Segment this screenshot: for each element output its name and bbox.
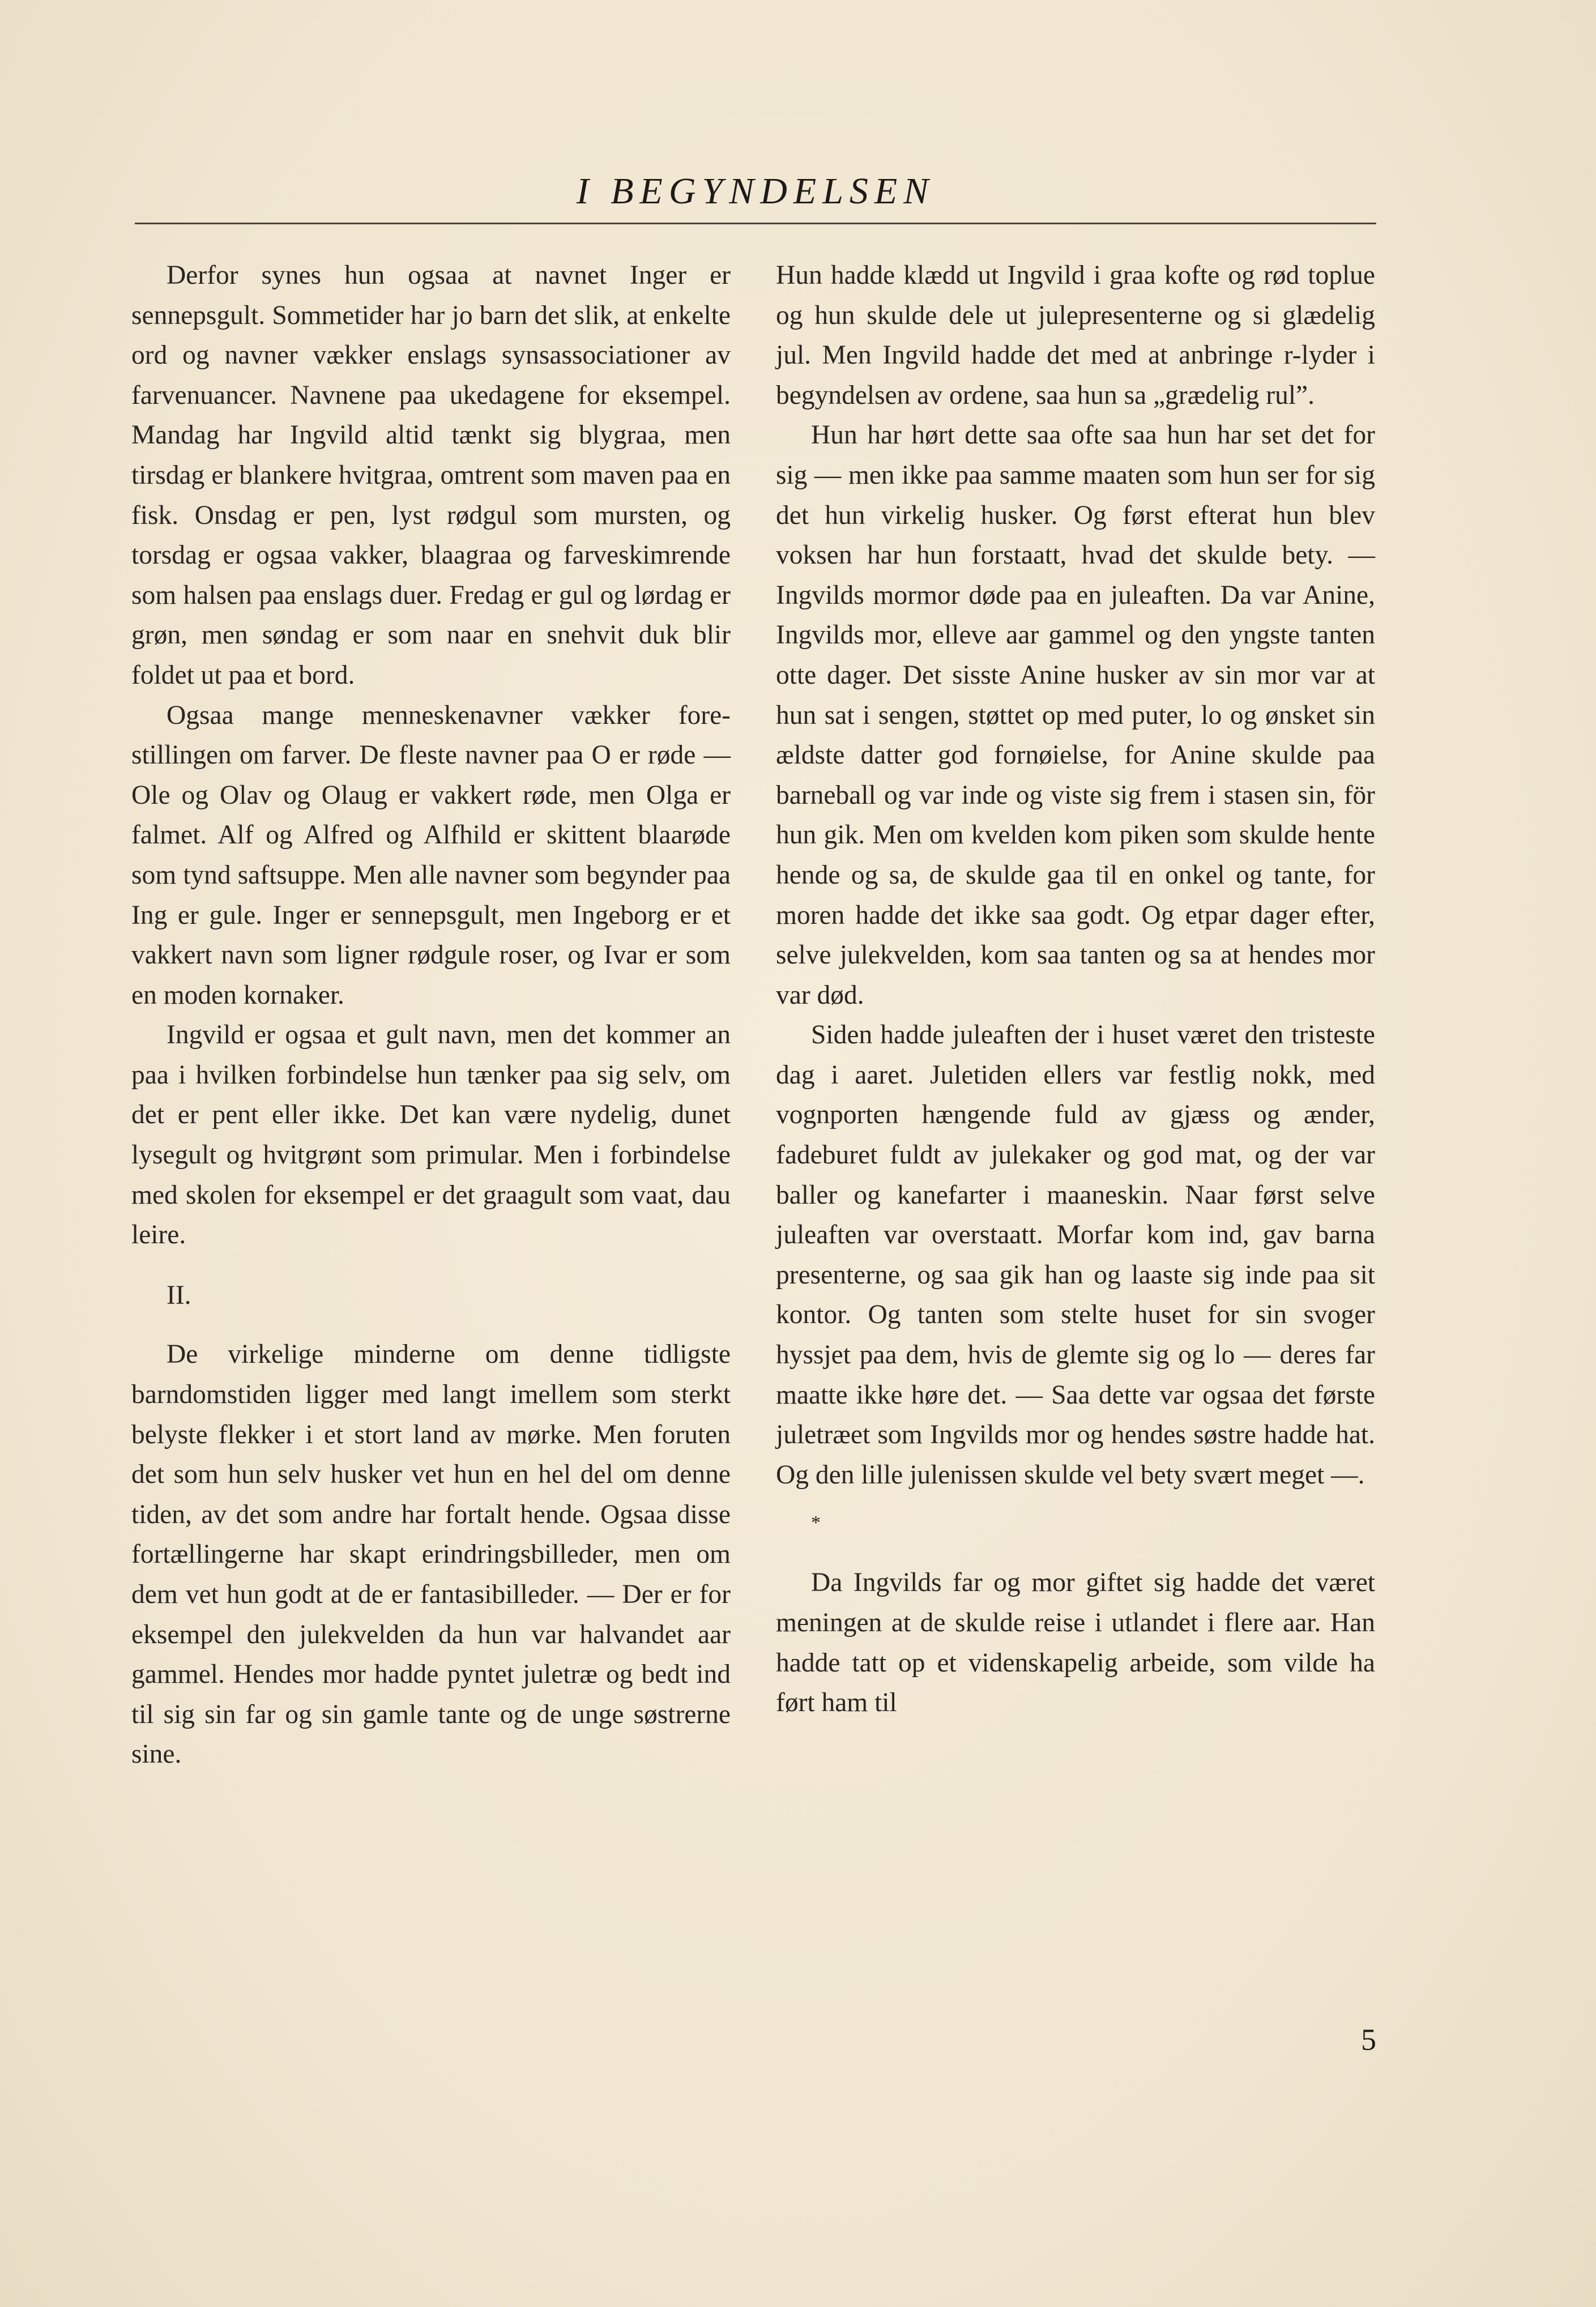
right-text-column	[776, 255, 1375, 1723]
paragraph: Ogsaa mange menneskenavner vækker forestillingen om farver. De fleste navner paa O er røde — Ole og Olav og Olaug er vakkert røde, men Olga er falmet. Alf og Alfred og Alfhild er skittent blaarøde som tynd saftsuppe. Men alle navner som begynder paa Ing er gule. Inger er sennepsgult, men Ingeborg er et vakkert navn som ligner rødgule roser, og Ivar er som en moden kornaker.	[131, 700, 731, 1010]
left-text-column	[131, 255, 731, 1775]
running-title: I BEGYNDELSEN	[576, 170, 935, 212]
header-rule	[135, 223, 1376, 224]
section-number: II.	[167, 1280, 191, 1310]
paragraph: Hun har hørt dette saa ofte saa hun har set det for sig — men ikke paa samme maaten som hun ser for sig det hun virkelig husker. Og først efterat hun blev voksen har hun forstaatt, hvad det skulde bety. — Ingvilds mormor døde paa en juleaften. Da var Anine, Ingvilds mor, elleve aar gammel og den yngste tanten otte dager. Det sisste Anine husker av sin mor var at hun sat i sengen, støttet op med puter, lo og ønsket sin ældste datter god fornøielse, for Anine skulde paa barneball og var inde og viste sig frem i stasen sin, för hun gik. Men om kvelden kom piken som skulde hente hende og sa, de skulde gaa til en onkel og tante, for moren hadde det ikke saa godt. Og etpar dager efter, selve julekvelden, kom saa tanten og sa at hendes mor var død.	[776, 420, 1375, 1010]
paragraph: Ingvild er ogsaa et gult navn, men det kommer an paa i hvilken forbindelse hun tænker paa sig selv, om det er pent eller ikke. Det kan være nydelig, dunet lysegult og hvitgrønt som primular. Men i forbindelse med skolen for eksempel er det graagult som vaat, dau leire.	[131, 1020, 731, 1250]
page-number: 5	[1361, 2023, 1376, 2057]
paragraph: De virkelige minderne om denne tidligste barndomstiden ligger med langt imellem som sterkt belyste flekker i et stort land av mørke. Men foruten det som hun selv husker vet hun en hel del om denne tiden, av det som andre har fortalt hende. Ogsaa disse fortællingerne har skapt erindringsbilleder, men om dem vet hun godt at de er fantasibilleder. — Der er for eksempel den julekvelden da hun var halvandet aar gammel. Hendes mor hadde pyntet juletræ og bedt ind til sig sin far og sin gamle tante og de unge søstrerne sine.	[131, 1340, 731, 1769]
paragraph: Hun hadde klædd ut Ingvild i graa kofte og rød toplue og hun skulde dele ut julepresenterne og si glædelig jul. Men Ingvild hadde det med at anbringe r-lyder i begyndelsen av ordene, saa hun sa „grædelig rul”.	[776, 261, 1375, 410]
paragraph: Siden hadde juleaften der i huset været den tristeste dag i aaret. Juletiden ellers var festlig nokk, med vognporten hængende fuld av gjæss og ænder, fadeburet fuldt av julekaker og god mat, og der var baller og kanefarter i maaneskin. Naar først selve juleaften var overstaatt. Morfar kom ind, gav barna presenterne, og saa gik han og laaste sig inde paa sit kontor. Og tanten som stelte huset for sin svoger hyssjet paa dem, hvis de glemte sig og lo — deres far maatte ikke høre det. — Saa dette var ogsaa det første juletræet som Ingvilds mor og hendes søstre hadde hat. Og den lille julenissen skulde vel bety svært meget —.	[776, 1020, 1375, 1490]
paragraph: Derfor synes hun ogsaa at navnet Inger er sennepsgult. Sommetider har jo barn det slik, at enkelte ord og navner vækker enslags synsassociationer av farvenuancer. Navnene paa ukedagene for eksempel. Mandag har Ingvild altid tænkt sig blygraa, men tirsdag er blankere hvitgraa, omtrent som maven paa en fisk. Onsdag er pen, lyst rødgul som mursten, og torsdag er ogsaa vakker, blaagraa og farveskimrende som halsen paa enslags duer. Fredag er gul og lørdag er grøn, men søndag er som naar en snehvit duk blir foldet ut paa et bord.	[131, 261, 731, 690]
paragraph: Da Ingvilds far og mor giftet sig hadde det været meningen at de skulde reise i utlandet i flere aar. Han hadde tatt op et videnskapelig arbeide, som vilde ha ført ham til	[776, 1568, 1375, 1718]
section-break-asterism: *	[811, 1512, 821, 1534]
